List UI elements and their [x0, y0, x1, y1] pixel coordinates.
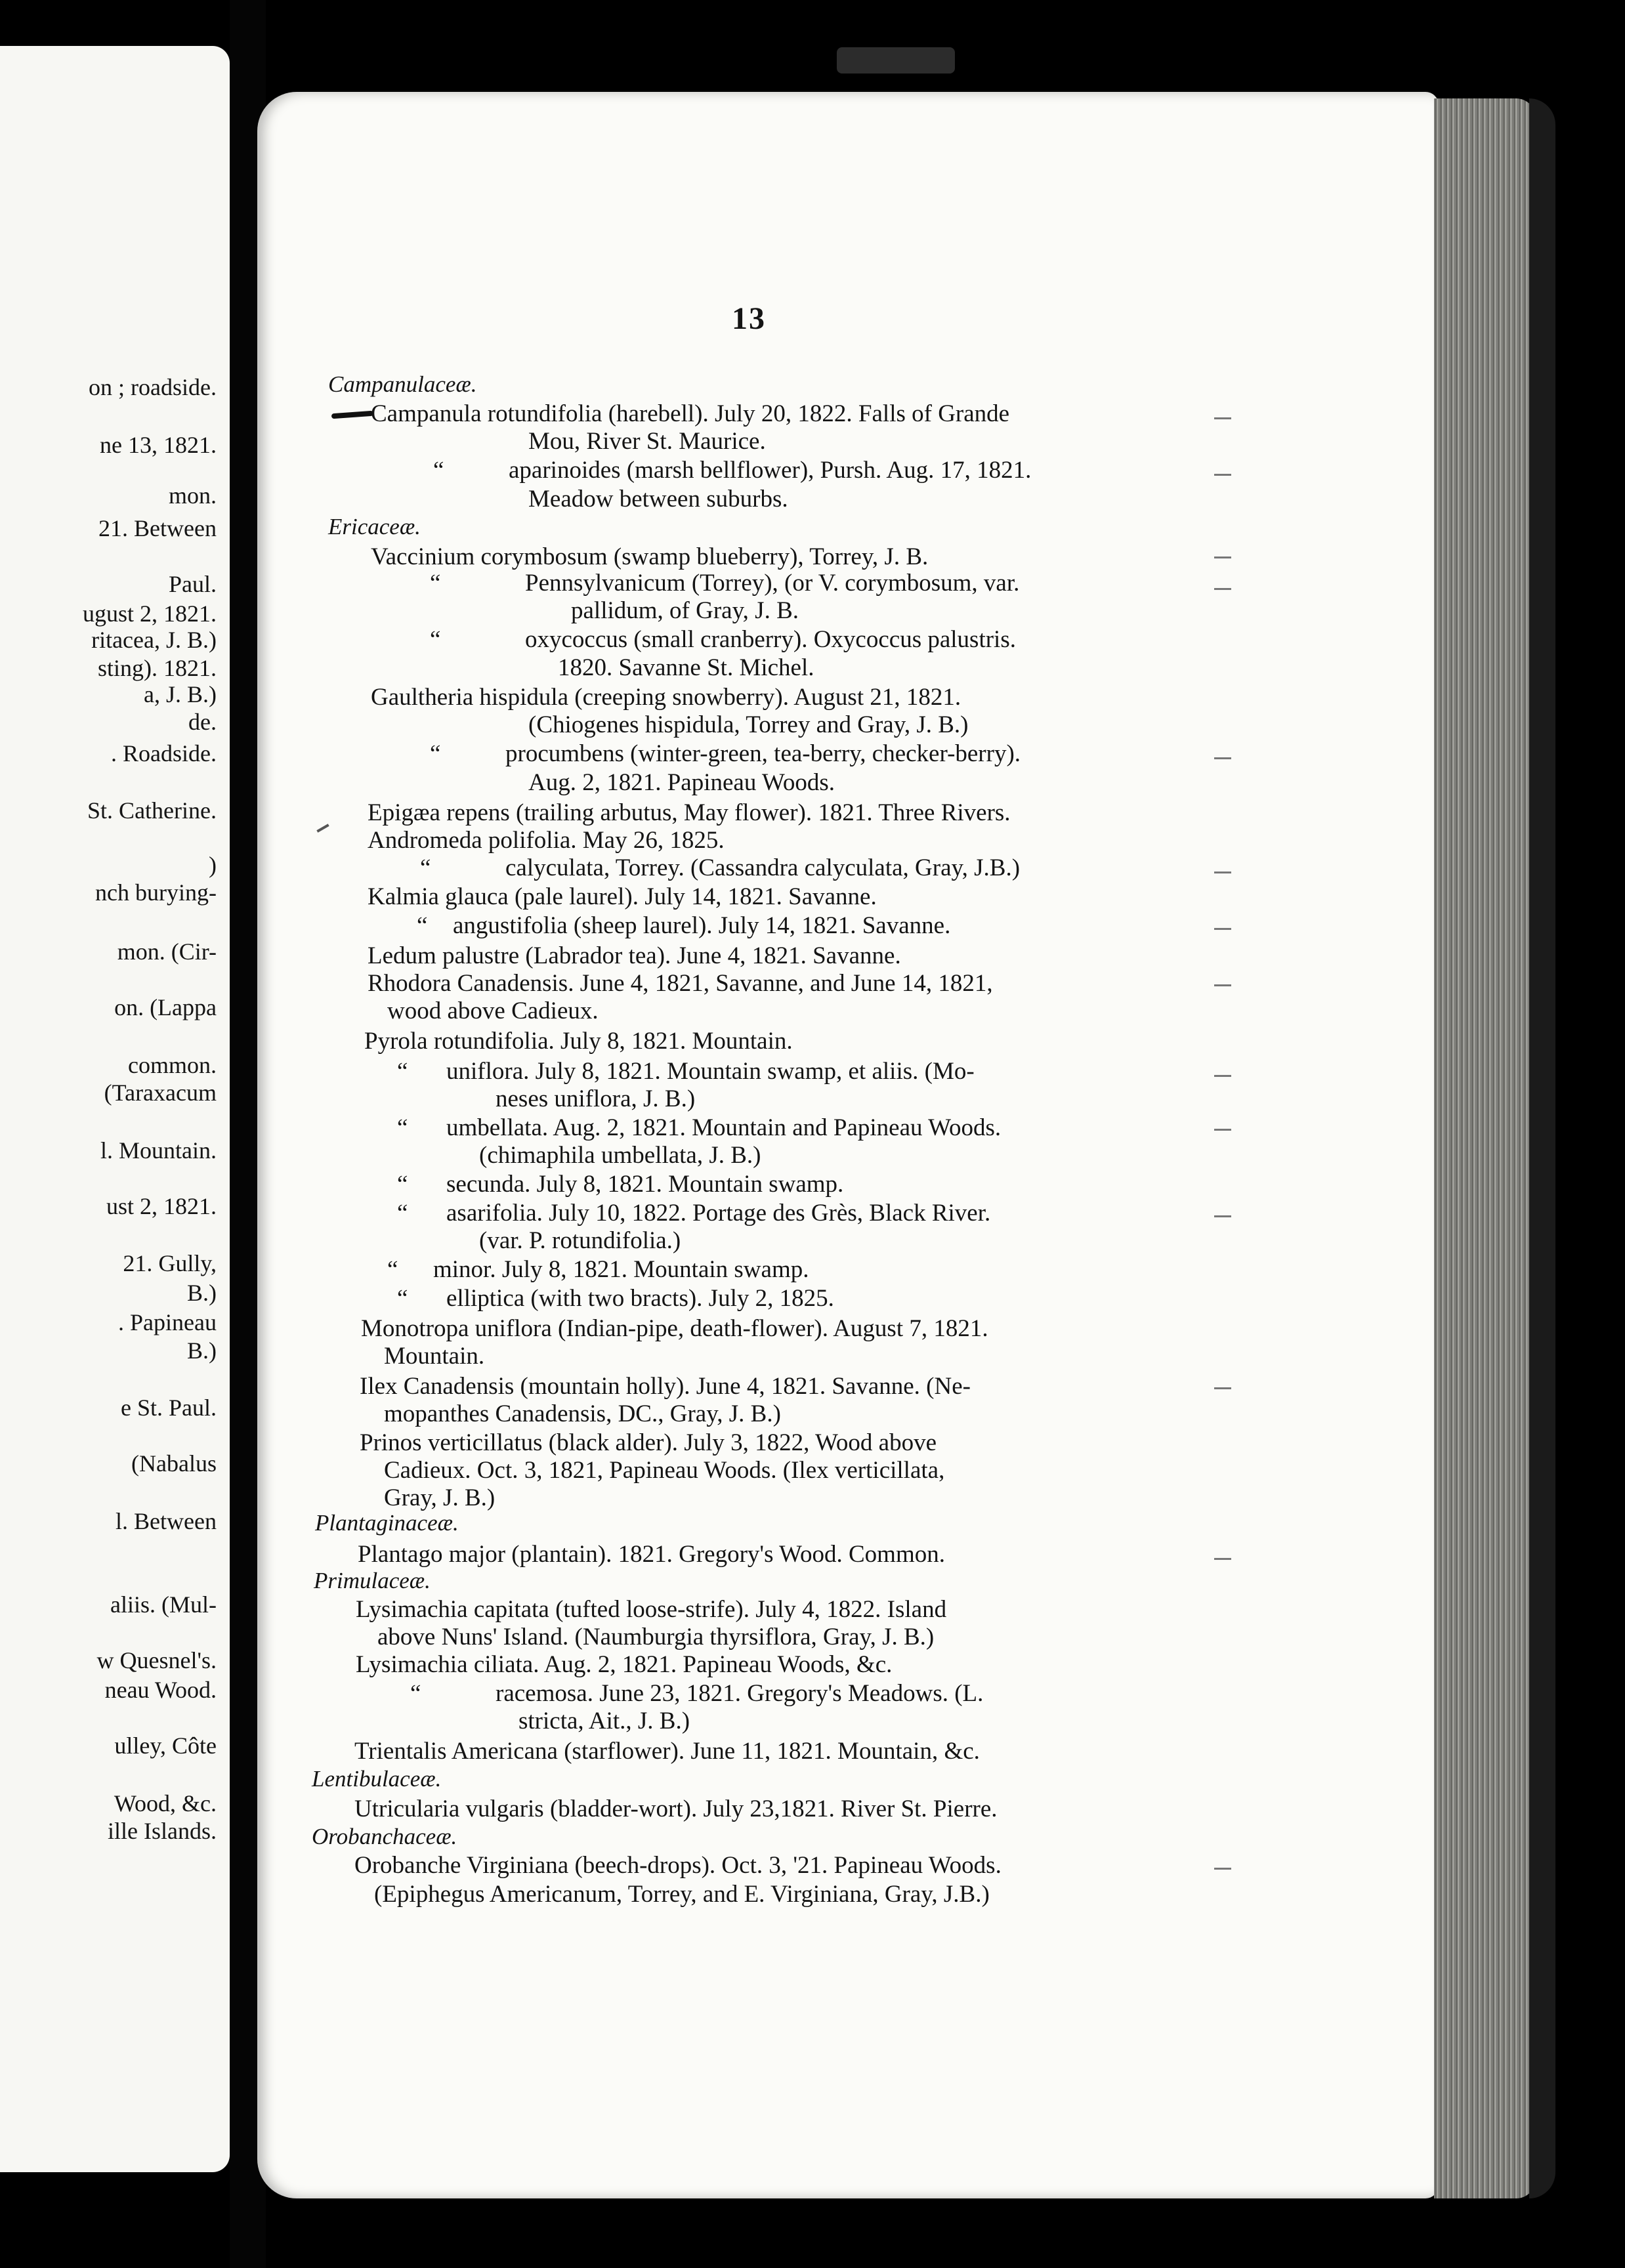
entry-line: oxycoccus (small cranberry). Oxycoccus palustris. [525, 626, 1016, 653]
entry-line: Gray, J. B.) [384, 1484, 496, 1511]
entry-line: elliptica (with two bracts). July 2, 1825. [446, 1285, 834, 1312]
left-page-line: B.) [187, 1337, 217, 1364]
left-page-line: ne 13, 1821. [100, 432, 217, 458]
left-page-line: St. Catherine. [87, 797, 217, 824]
entry-line: Prinos verticillatus (black alder). July 3, 1822, Wood above [360, 1429, 937, 1456]
ditto-mark: “ [397, 1058, 408, 1085]
family-heading: Primulaceæ. [314, 1568, 431, 1593]
left-page-line: Wood, &c. [114, 1790, 217, 1816]
page-edges [1434, 98, 1536, 2198]
ditto-mark: “ [410, 1680, 421, 1707]
left-page-line: neau Wood. [104, 1677, 217, 1703]
entry-line: Epigæa repens (trailing arbutus, May flower). 1821. Three Rivers. [368, 799, 1011, 826]
entry-line: uniflora. July 8, 1821. Mountain swamp, et aliis. (Mo- [446, 1058, 975, 1085]
family-heading: Ericaceæ. [328, 514, 421, 539]
page-number: 13 [732, 301, 766, 336]
entry-line: Aug. 2, 1821. Papineau Woods. [528, 769, 835, 796]
left-page-line: sting). 1821. [97, 655, 217, 681]
entry-line: minor. July 8, 1821. Mountain swamp. [433, 1256, 809, 1283]
left-page-line: mon. [168, 482, 217, 509]
left-page-line: . Papineau [118, 1309, 217, 1335]
ditto-mark: “ [397, 1285, 408, 1312]
left-page-line: w Quesnel's. [96, 1647, 217, 1673]
entry-line: Mountain. [384, 1343, 485, 1370]
margin-dash [1214, 1868, 1231, 1870]
left-page-line: l. Between [116, 1508, 217, 1534]
entry-line: (Epiphegus Americanum, Torrey, and E. Virginiana, Gray, J.B.) [374, 1881, 990, 1908]
family-heading: Campanulaceæ. [328, 371, 477, 397]
left-page-line: on ; roadside. [89, 374, 217, 400]
family-heading: Lentibulaceæ. [312, 1766, 442, 1792]
entry-line: 1820. Savanne St. Michel. [558, 654, 814, 681]
margin-dash [1214, 757, 1231, 759]
entry-line: Trientalis Americana (starflower). June 11, 1821. Mountain, &c. [354, 1738, 980, 1765]
ditto-mark: “ [387, 1256, 398, 1283]
entry-line: calyculata, Torrey. (Cassandra calyculata, Gray, J.B.) [505, 854, 1021, 881]
ditto-mark: “ [417, 912, 428, 939]
entry-line: Ilex Canadensis (mountain holly). June 4, 1821. Savanne. (Ne- [360, 1373, 971, 1400]
entry-line: Campanula rotundifolia (harebell). July 20, 1822. Falls of Grande [371, 400, 1010, 427]
entry-line: Monotropa uniflora (Indian-pipe, death-flower). August 7, 1821. [361, 1315, 988, 1342]
left-facing-page [0, 46, 230, 2172]
left-page-line: Paul. [168, 571, 217, 597]
family-heading: Orobanchaceæ. [312, 1824, 457, 1849]
entry-line: above Nuns' Island. (Naumburgia thyrsiflora, Gray, J. B.) [377, 1624, 935, 1650]
margin-dash [1214, 1387, 1231, 1389]
entry-line: pallidum, of Gray, J. B. [571, 597, 799, 624]
entry-line: Lysimachia capitata (tufted loose-strife). July 4, 1822. Island [356, 1596, 947, 1623]
entry-line: Plantago major (plantain). 1821. Gregory's Wood. Common. [358, 1541, 945, 1568]
entry-line: asarifolia. July 10, 1822. Portage des Grès, Black River. [446, 1200, 991, 1227]
margin-dash [1214, 1215, 1231, 1217]
margin-dash [1214, 588, 1231, 590]
left-page-line: e St. Paul. [120, 1395, 217, 1421]
entry-line: Pennsylvanicum (Torrey), (or V. corymbosum, var. [525, 570, 1020, 597]
entry-line: racemosa. June 23, 1821. Gregory's Meadows. (L. [496, 1680, 984, 1707]
ditto-mark: “ [397, 1171, 408, 1198]
entry-line: Andromeda polifolia. May 26, 1825. [368, 827, 725, 854]
left-page-line: B.) [187, 1280, 217, 1306]
entry-line: Orobanche Virginiana (beech-drops). Oct. 3, '21. Papineau Woods. [354, 1852, 1002, 1879]
entry-line: Kalmia glauca (pale laurel). July 14, 1821. Savanne. [368, 883, 877, 910]
margin-dash [1214, 1129, 1231, 1131]
entry-line: Rhodora Canadensis. June 4, 1821, Savanne, and June 14, 1821, [368, 970, 993, 997]
entry-line: mopanthes Canadensis, DC., Gray, J. B.) [384, 1400, 781, 1427]
margin-dash [1214, 474, 1231, 476]
entry-line: Cadieux. Oct. 3, 1821, Papineau Woods. (Ilex verticillata, [384, 1457, 945, 1484]
left-page-line: aliis. (Mul- [110, 1591, 217, 1618]
family-heading: Plantaginaceæ. [315, 1510, 459, 1536]
ditto-mark: “ [397, 1114, 408, 1141]
margin-dash [1214, 556, 1231, 558]
left-page-line: (Taraxacum [104, 1080, 217, 1106]
ditto-mark: “ [430, 626, 441, 653]
entry-line: umbellata. Aug. 2, 1821. Mountain and Papineau Woods. [446, 1114, 1002, 1141]
ditto-mark: “ [430, 570, 441, 597]
margin-dash [1214, 1558, 1231, 1560]
margin-dash [1214, 417, 1231, 419]
ditto-mark: “ [397, 1200, 408, 1227]
entry-line: procumbens (winter-green, tea-berry, checker-berry). [505, 740, 1021, 767]
left-page-line: common. [128, 1052, 217, 1078]
entry-line: angustifolia (sheep laurel). July 14, 1821. Savanne. [453, 912, 951, 939]
ditto-mark: “ [433, 457, 444, 484]
left-page-line: ust 2, 1821. [106, 1193, 217, 1219]
entry-line: wood above Cadieux. [387, 998, 599, 1024]
entry-line: (chimaphila umbellata, J. B.) [479, 1142, 761, 1169]
left-page-line: ) [209, 852, 217, 878]
margin-dash [1214, 984, 1231, 986]
entry-line: (Chiogenes hispidula, Torrey and Gray, J. B.) [528, 711, 969, 738]
margin-dash [1214, 872, 1231, 873]
ditto-mark: “ [430, 740, 441, 767]
entry-line: Gaultheria hispidula (creeping snowberry). August 21, 1821. [371, 684, 961, 711]
entry-line: Pyrola rotundifolia. July 8, 1821. Mountain. [364, 1028, 793, 1055]
book-edge-shadow [1529, 98, 1555, 2198]
left-page-line: on. (Lappa [114, 994, 217, 1020]
left-page-line: nch burying- [95, 879, 217, 906]
left-page-line: l. Mountain. [100, 1137, 217, 1164]
left-page-line: ugust 2, 1821. [82, 600, 217, 627]
margin-dash [1214, 1075, 1231, 1077]
entry-line: aparinoides (marsh bellflower), Pursh. Aug. 17, 1821. [509, 457, 1032, 484]
left-page-line: (Nabalus [131, 1450, 217, 1477]
ditto-mark: “ [420, 854, 431, 881]
entry-line: stricta, Ait., J. B.) [518, 1708, 690, 1734]
entry-line: Lysimachia ciliata. Aug. 2, 1821. Papineau Woods, &c. [356, 1651, 893, 1678]
entry-line: Vaccinium corymbosum (swamp blueberry), Torrey, J. B. [371, 543, 929, 570]
left-page-line: ulley, Côte [114, 1732, 217, 1759]
left-page-line: de. [188, 709, 217, 735]
left-page-line: 21. Gully, [123, 1250, 217, 1276]
entry-line: Utricularia vulgaris (bladder-wort). July 23,1821. River St. Pierre. [354, 1796, 998, 1822]
entry-line: Meadow between suburbs. [528, 486, 788, 513]
left-page-line: ritacea, J. B.) [91, 627, 217, 653]
header-tab [837, 47, 955, 74]
entry-line: (var. P. rotundifolia.) [479, 1227, 681, 1254]
margin-dash [1214, 928, 1231, 930]
left-page-line: . Roadside. [111, 740, 217, 766]
left-page-line: a, J. B.) [144, 681, 217, 707]
entry-line: neses uniflora, J. B.) [496, 1085, 696, 1112]
left-page-line: 21. Between [98, 515, 217, 541]
entry-line: Ledum palustre (Labrador tea). June 4, 1821. Savanne. [368, 942, 901, 969]
entry-line: secunda. July 8, 1821. Mountain swamp. [446, 1171, 844, 1198]
left-page-line: ille Islands. [108, 1818, 217, 1844]
entry-line: Mou, River St. Maurice. [528, 428, 766, 455]
left-page-line: mon. (Cir- [117, 938, 217, 965]
